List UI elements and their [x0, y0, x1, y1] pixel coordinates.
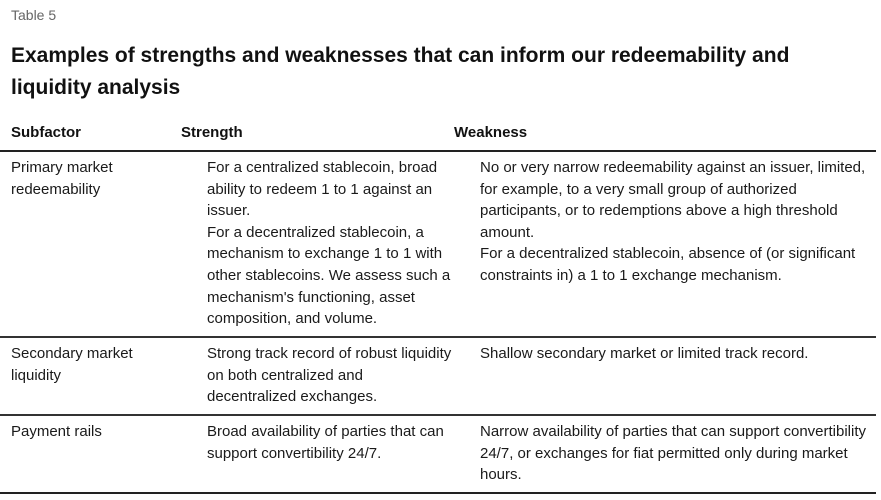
header-subfactor: Subfactor [11, 124, 82, 141]
table-label: Table 5 [11, 7, 57, 23]
row-divider [0, 336, 876, 338]
weakness-paragraph: Shallow secondary market or limited track record. [480, 345, 809, 362]
row-subfactor: Secondary market liquidity [11, 345, 133, 384]
table-title: Examples of strengths and weaknesses that can inform our redeemability and liquidity analysis [11, 44, 790, 99]
table-bottom-rule [0, 492, 876, 494]
row-strength [207, 157, 452, 330]
row-weakness [480, 157, 875, 287]
row-subfactor: Primary market redeemability [11, 159, 113, 198]
row-subfactor: Payment rails [11, 423, 102, 440]
row-strength [207, 421, 452, 464]
strength-paragraph: Broad availability of parties that can support convertibility 24/7. [207, 423, 444, 462]
header-strength: Strength [181, 124, 243, 141]
row-divider [0, 414, 876, 416]
row-weakness [480, 421, 875, 486]
strength-paragraph: Strong track record of robust liquidity on both centralized and decentralized exchanges. [207, 345, 452, 406]
header-weakness: Weakness [454, 124, 528, 141]
weakness-paragraph: For a decentralized stablecoin, absence of (or significant constraints in) a 1 to 1 exchange mechanism. [480, 245, 856, 284]
row-weakness [480, 343, 875, 365]
strength-paragraph: For a decentralized stablecoin, a mechanism to exchange 1 to 1 with other stablecoins. We assess such a mechanism's functioning, asset composition, and volume. [207, 223, 451, 328]
header-rule [0, 150, 876, 152]
strength-paragraph: For a centralized stablecoin, broad ability to redeem 1 to 1 against an issuer. [207, 159, 438, 220]
weakness-paragraph: No or very narrow redeemability against an issuer, limited, for example, to a very small group of authorized participants, or to redemptions above a high threshold amount. [480, 159, 866, 241]
row-strength [207, 343, 452, 408]
weakness-paragraph: Narrow availability of parties that can support convertibility 24/7, or exchanges for fiat permitted only during market hours. [480, 423, 867, 484]
